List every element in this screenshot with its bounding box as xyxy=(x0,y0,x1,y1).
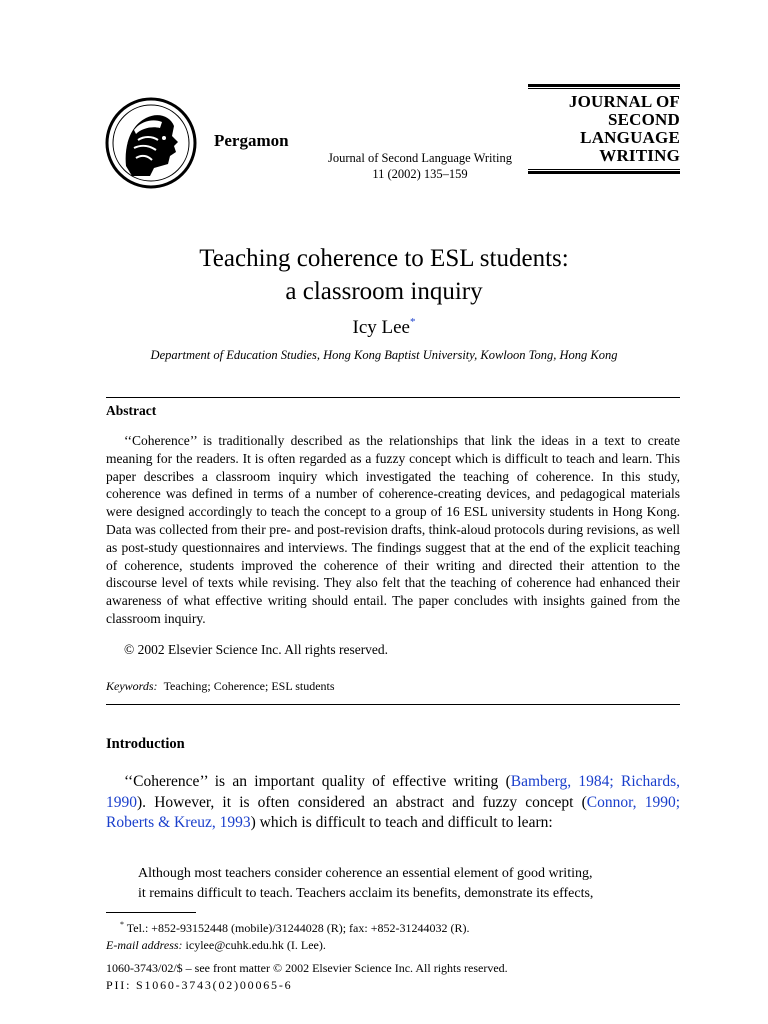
issn-line: 1060-3743/02/$ – see front matter © 2002 Elsevier Science Inc. All rights reserved. xyxy=(106,961,508,975)
keywords-value: Teaching; Coherence; ESL students xyxy=(163,679,335,693)
introduction-paragraph xyxy=(106,772,680,834)
masthead-line: SECOND xyxy=(607,110,680,129)
masthead-rule xyxy=(528,88,680,89)
block-quote xyxy=(138,864,650,904)
journal-citation xyxy=(300,150,540,182)
pergamon-athena-head-icon xyxy=(104,96,198,190)
divider xyxy=(106,397,680,398)
citation-link[interactable]: Bamberg, 1984; Richards, 1990 xyxy=(106,773,680,811)
divider xyxy=(106,704,680,705)
email-address[interactable]: icylee@cuhk.edu.hk (I. Lee). xyxy=(185,938,326,952)
volume-issue-pages: 11 (2002) 135–159 xyxy=(372,167,468,181)
masthead-line: LANGUAGE xyxy=(580,128,680,147)
author-footnote xyxy=(106,916,680,954)
paragraph-text: ‘‘Coherence’’ is an important quality of effective writing ( xyxy=(124,773,511,790)
quote-line: Although most teachers consider coherence an essential element of good writing, xyxy=(138,866,593,881)
author-footnote-link[interactable]: * xyxy=(409,316,416,328)
author-name: Icy Lee xyxy=(352,317,410,338)
masthead-rule xyxy=(528,169,680,170)
section-heading-introduction: Introduction xyxy=(106,736,185,752)
title-line-1: Teaching coherence to ESL students: xyxy=(199,245,569,272)
journal-name: Journal of Second Language Writing xyxy=(328,151,512,165)
title-line-2: a classroom inquiry xyxy=(285,278,483,305)
abstract-copyright: © 2002 Elsevier Science Inc. All rights reserved. xyxy=(124,642,389,657)
author-affiliation: Department of Education Studies, Hong Kong Baptist University, Kowloon Tong, Hong Kong xyxy=(150,348,618,362)
paragraph-text: ). However, it is often considered an abstract and fuzzy concept ( xyxy=(137,793,587,811)
keywords-label: Keywords: xyxy=(106,679,158,693)
paragraph-text: ) which is difficult to teach and difficult to learn: xyxy=(250,814,553,831)
abstract-text: ‘‘Coherence’’ is traditionally described as the relationships that link the ideas in a text to create meaning for the readers. It is often regarded as a fuzzy concept which is difficult to teach and learn. This paper describes a classroom inquiry which investigated the teaching of coherence. In this study, coherence was defined in terms of a number of coherence-creating devices, and pedagogical materials were designed accordingly to teach the concept to a group of 16 ESL university students in Hong Kong. Data was collected from their pre- and post-revision drafts, think-aloud protocols during revisions, as well as post-study questionnaires and interviews. The findings suggest that at the end of the explicit teaching of coherence, students improved the coherence of their writing and directed their attention to the discourse level of texts while revising. They also felt that the teaching of coherence had enhanced their awareness of what effective writing should entail. The paper concludes with insights gained from the classroom inquiry. xyxy=(106,433,680,626)
footnote-marker: * xyxy=(120,920,124,929)
keywords xyxy=(106,679,335,694)
masthead-rule xyxy=(528,171,680,174)
article-title xyxy=(0,242,768,308)
journal-masthead xyxy=(528,84,680,174)
author-line xyxy=(0,316,768,339)
footnote-rule xyxy=(106,912,196,913)
pii-line: PII: S1060-3743(02)00065-6 xyxy=(106,978,293,992)
email-label: E-mail address: xyxy=(106,938,183,952)
citation-link[interactable]: Connor, 1990; Roberts & Kreuz, 1993 xyxy=(106,793,681,831)
publisher-name: Pergamon xyxy=(214,131,289,150)
front-matter xyxy=(106,960,680,994)
masthead-rule xyxy=(528,84,680,87)
masthead-line: JOURNAL OF xyxy=(568,92,680,111)
masthead-line: WRITING xyxy=(599,146,680,165)
abstract-heading: Abstract xyxy=(106,403,157,418)
quote-line: it remains difficult to teach. Teachers acclaim its benefits, demonstrate its effects, xyxy=(138,886,594,901)
footnote-contact: Tel.: +852-93152448 (mobile)/31244028 (R); fax: +852-31244032 (R). xyxy=(126,921,470,935)
